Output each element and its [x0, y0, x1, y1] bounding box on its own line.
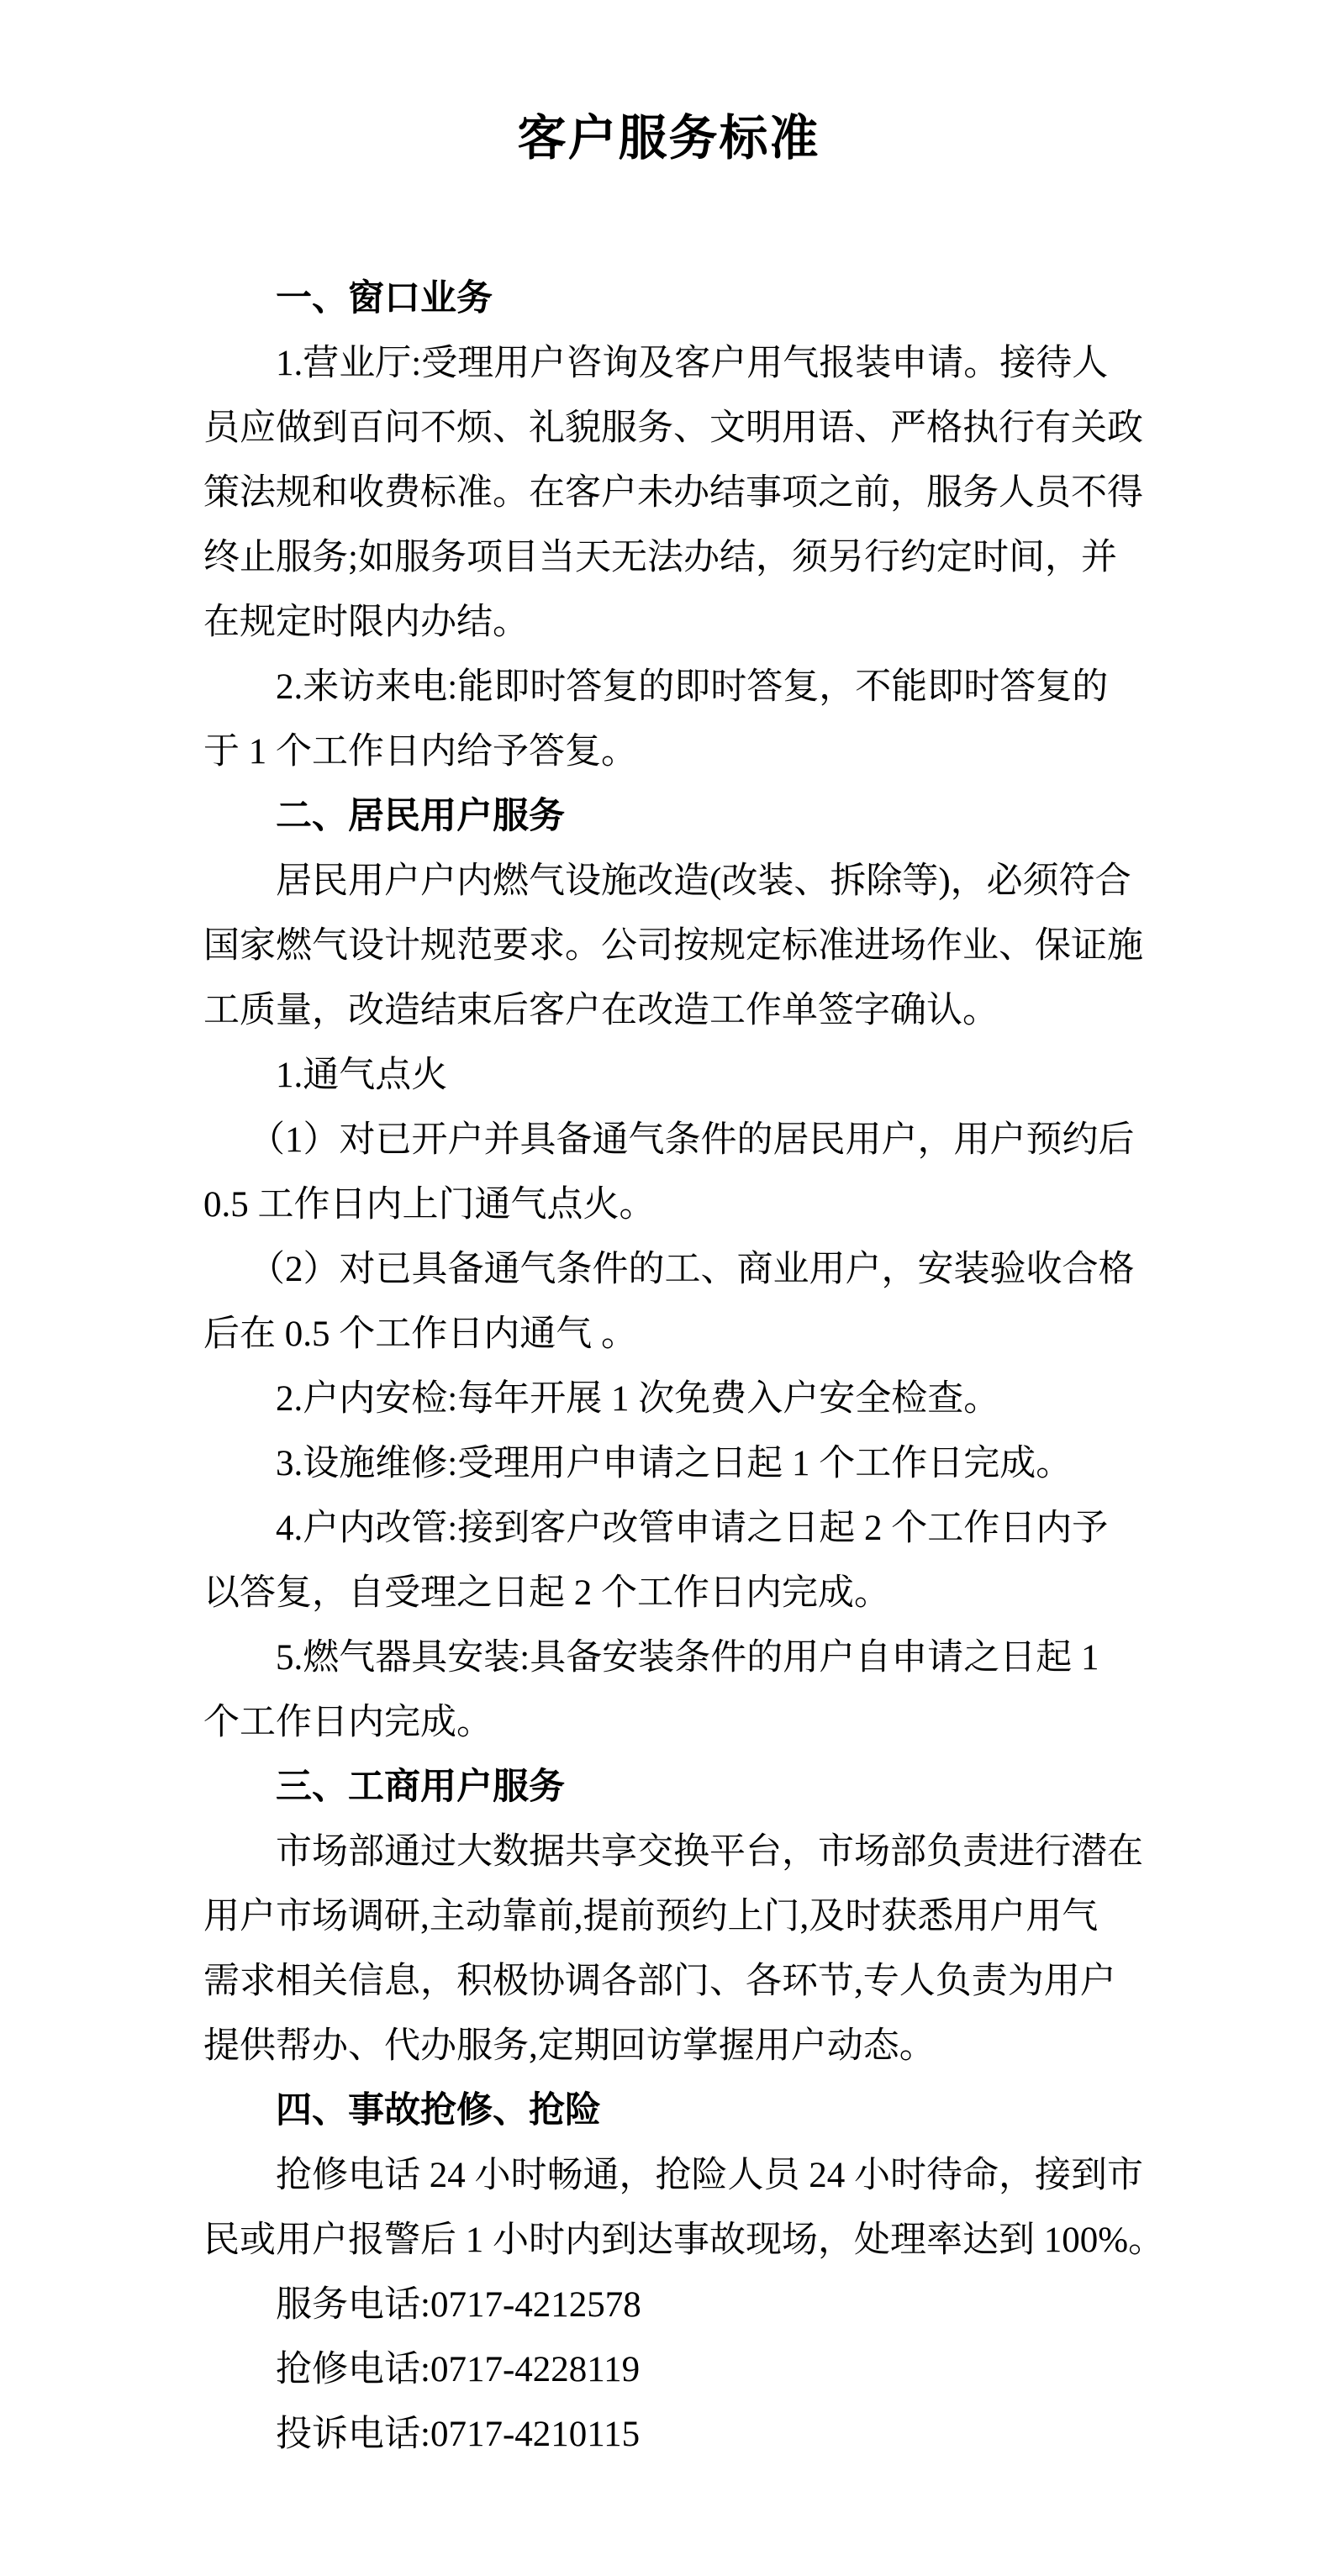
paragraph-line: 0.5 工作日内上门通气点火。 — [203, 1185, 656, 1225]
document-body — [203, 266, 1165, 2467]
phone-line-service: 服务电话:0717-4212578 — [276, 2285, 641, 2325]
paragraph-line: 于 1 个工作日内给予答复。 — [203, 732, 637, 772]
paragraph-line: 抢修电话 24 小时畅通，抢险人员 24 小时待命，接到市 — [276, 2156, 1143, 2195]
paragraph-line: （2）对已具备通气条件的工、商业用户，安装验收合格 — [249, 1250, 1135, 1289]
paragraph-line: 5.燃气器具安装:具备安装条件的用户自申请之日起 1 — [276, 1638, 1099, 1678]
paragraph-line: 后在 0.5 个工作日内通气 。 — [203, 1314, 637, 1354]
document-title: 客户服务标准 — [517, 111, 820, 166]
section-heading-emergency-repair: 四、事故抢修、抢险 — [276, 2090, 601, 2131]
phone-line-repair: 抢修电话:0717-4228119 — [276, 2350, 641, 2389]
paragraph-line: 居民用户户内燃气设施改造(改装、拆除等)，必须符合 — [276, 861, 1131, 901]
paragraph-line: 用户市场调研,主动靠前,提前预约上门,及时获悉用户用气 — [203, 1897, 1099, 1936]
paragraph-line: 需求相关信息，积极协调各部门、各环节,专人负责为用户 — [203, 1962, 1116, 2001]
paragraph-line: 在规定时限内办结。 — [203, 603, 529, 642]
paragraph-line: 3.设施维修:受理用户申请之日起 1 个工作日完成。 — [276, 1444, 1073, 1483]
paragraph-line: （1）对已开户并具备通气条件的居民用户，用户预约后 — [249, 1120, 1135, 1160]
paragraph-line: 提供帮办、代办服务,定期回访掌握用户动态。 — [203, 2026, 936, 2066]
paragraph-line: 2.户内安检:每年开展 1 次免费入户安全检查。 — [276, 1379, 1000, 1419]
paragraph-line: 民或用户报警后 1 小时内到达事故现场，处理率达到 100%。 — [203, 2220, 1165, 2260]
paragraph-line: 2.来访来电:能即时答复的即时答复，不能即时答复的 — [276, 667, 1109, 707]
phone-line-complaint: 投诉电话:0717-4210115 — [276, 2415, 641, 2454]
paragraph-line: 员应做到百问不烦、礼貌服务、文明用语、严格执行有关政 — [203, 408, 1143, 448]
paragraph-line: 工质量，改造结束后客户在改造工作单签字确认。 — [203, 991, 999, 1030]
paragraph-line: 以答复，自受理之日起 2 个工作日内完成。 — [203, 1573, 890, 1613]
paragraph-line: 终止服务;如服务项目当天无法办结，须另行约定时间，并 — [203, 538, 1117, 577]
paragraph-line: 策法规和收费标准。在客户未办结事项之前，服务人员不得 — [203, 473, 1143, 513]
paragraph-line: 个工作日内完成。 — [203, 1703, 493, 1742]
paragraph-line: 国家燃气设计规范要求。公司按规定标准进场作业、保证施 — [203, 926, 1143, 966]
section-heading-residential-services: 二、居民用户服务 — [276, 796, 565, 836]
paragraph-line: 市场部通过大数据共享交换平台，市场部负责进行潜在 — [276, 1832, 1143, 1872]
section-heading-window-services: 一、窗口业务 — [276, 278, 493, 319]
paragraph-line: 4.户内改管:接到客户改管申请之日起 2 个工作日内予 — [276, 1509, 1109, 1548]
paragraph-line: 1.通气点火 — [276, 1056, 448, 1095]
paragraph-line: 1.营业厅:受理用户咨询及客户用气报装申请。接待人 — [276, 344, 1109, 383]
section-heading-commercial-services: 三、工商用户服务 — [276, 1767, 565, 1807]
